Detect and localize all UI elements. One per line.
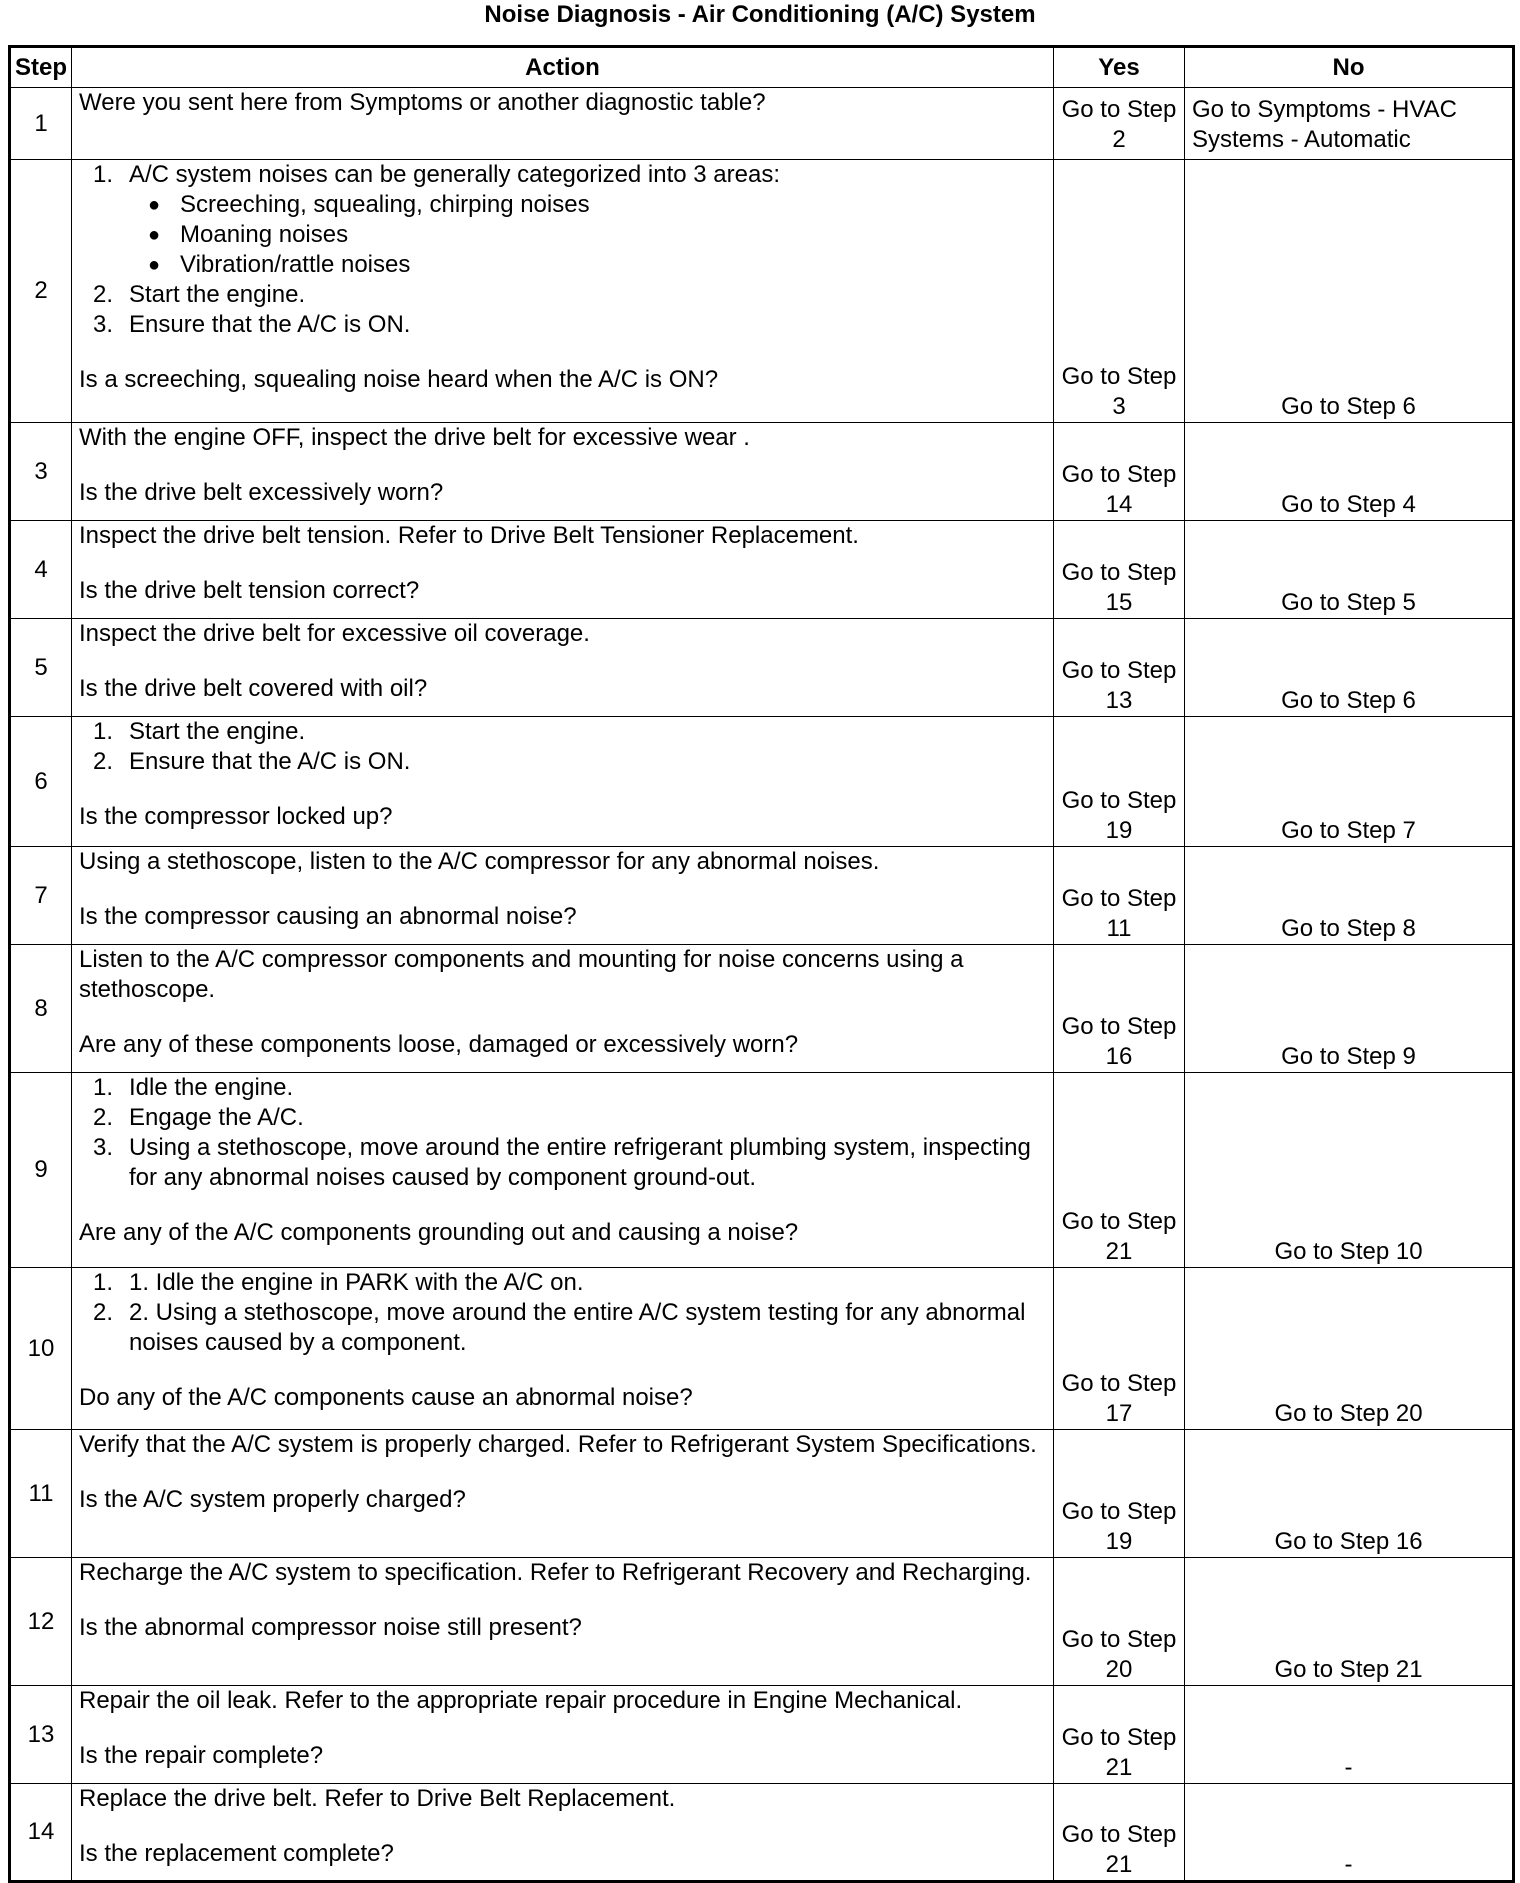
step-number: 10 [10, 1268, 72, 1430]
no-result: Go to Step 7 [1185, 717, 1514, 847]
table-row [10, 1558, 1514, 1686]
table-row [10, 945, 1514, 1073]
action-question: Is the repair complete? [79, 1742, 324, 1769]
step-action [72, 521, 1054, 619]
yes-result: Go to Step 14 [1054, 423, 1185, 521]
no-result: Go to Step 21 [1185, 1558, 1514, 1686]
step-action [72, 619, 1054, 717]
action-question: Is the compressor locked up? [79, 803, 393, 830]
table-row [10, 160, 1514, 423]
table-header-row [10, 47, 1514, 88]
action-text: Verify that the A/C system is properly charged. Refer to Refrigerant System Specifications. [79, 1431, 1037, 1458]
step-number: 11 [10, 1430, 72, 1558]
no-result: Go to Step 4 [1185, 423, 1514, 521]
table-row [10, 521, 1514, 619]
no-result: - [1185, 1686, 1514, 1784]
action-question: Is the A/C system properly charged? [79, 1486, 466, 1513]
action-question: Is the drive belt excessively worn? [79, 479, 444, 506]
no-result: Go to Step 10 [1185, 1073, 1514, 1268]
action-question: Is the drive belt covered with oil? [79, 675, 428, 702]
yes-result: Go to Step 17 [1054, 1268, 1185, 1430]
step-action [72, 1430, 1054, 1558]
no-result: Go to Step 5 [1185, 521, 1514, 619]
table-row [10, 1073, 1514, 1268]
list-item: 1. Idle the engine. [93, 1074, 294, 1101]
diagnosis-table [8, 45, 1515, 1883]
action-question: Are any of these components loose, damaged or excessively worn? [79, 1031, 799, 1058]
list-item: 2. Start the engine. [93, 281, 306, 308]
step-action [72, 1686, 1054, 1784]
yes-result: Go to Step 19 [1054, 717, 1185, 847]
header-action: Action [72, 47, 1054, 88]
step-number: 7 [10, 847, 72, 945]
action-text: Using a stethoscope, listen to the A/C compressor for any abnormal noises. [79, 848, 880, 875]
list-item: 1. Start the engine. [93, 718, 306, 745]
header-no: No [1185, 47, 1514, 88]
yes-result: Go to Step 21 [1054, 1784, 1185, 1882]
step-number: 12 [10, 1558, 72, 1686]
step-action [72, 160, 1054, 423]
no-result: Go to Symptoms - HVAC Systems - Automatic [1185, 88, 1514, 160]
step-action [72, 88, 1054, 160]
list-item: 2. 2. Using a stethoscope, move around the entire A/C system testing for any abnormal noises caused by a component. [93, 1299, 1026, 1356]
yes-result: Go to Step 20 [1054, 1558, 1185, 1686]
action-question: Is the compressor causing an abnormal noise? [79, 903, 577, 930]
action-text: Repair the oil leak. Refer to the appropriate repair procedure in Engine Mechanical. [79, 1687, 963, 1714]
action-text: Replace the drive belt. Refer to Drive Belt Replacement. [79, 1785, 676, 1812]
bullet-item: ● Screeching, squealing, chirping noises [148, 191, 590, 218]
header-step: Step [10, 47, 72, 88]
action-text: Recharge the A/C system to specification. Refer to Refrigerant Recovery and Recharging. [79, 1559, 1032, 1586]
table-row [10, 619, 1514, 717]
step-action [72, 717, 1054, 847]
step-action [72, 847, 1054, 945]
step-action [72, 1268, 1054, 1430]
step-action [72, 1073, 1054, 1268]
action-text: Inspect the drive belt for excessive oil coverage. [79, 620, 590, 647]
step-number: 14 [10, 1784, 72, 1882]
no-result: Go to Step 6 [1185, 619, 1514, 717]
step-action [72, 1784, 1054, 1882]
yes-result: Go to Step 13 [1054, 619, 1185, 717]
step-number: 8 [10, 945, 72, 1073]
table-row [10, 1430, 1514, 1558]
no-result: Go to Step 9 [1185, 945, 1514, 1073]
page-title: Noise Diagnosis - Air Conditioning (A/C) System [484, 1, 1036, 28]
list-item: 3. Ensure that the A/C is ON. [93, 311, 411, 338]
yes-result: Go to Step 21 [1054, 1686, 1185, 1784]
list-item: 3. Using a stethoscope, move around the entire refrigerant plumbing system, inspecting for any abnormal noises caused by component ground-out. [93, 1134, 1031, 1191]
list-item: 1. A/C system noises can be generally categorized into 3 areas: [93, 161, 781, 188]
table-row [10, 717, 1514, 847]
list-item: 1. 1. Idle the engine in PARK with the A/C on. [93, 1269, 584, 1296]
step-number: 9 [10, 1073, 72, 1268]
table-row [10, 88, 1514, 160]
table-row [10, 847, 1514, 945]
list-item: 2. Ensure that the A/C is ON. [93, 748, 411, 775]
action-question: Is the drive belt tension correct? [79, 577, 420, 604]
table-row [10, 1268, 1514, 1430]
step-action [72, 1558, 1054, 1686]
action-text: Listen to the A/C compressor components and mounting for noise concerns using a stethoscope. [79, 946, 964, 1003]
action-question: Is a screeching, squealing noise heard when the A/C is ON? [79, 366, 719, 393]
action-question: Is the replacement complete? [79, 1840, 394, 1867]
no-result: Go to Step 6 [1185, 160, 1514, 423]
yes-result: Go to Step 11 [1054, 847, 1185, 945]
header-yes: Yes [1054, 47, 1185, 88]
yes-result: Go to Step 3 [1054, 160, 1185, 423]
step-number: 5 [10, 619, 72, 717]
step-action [72, 945, 1054, 1073]
yes-result: Go to Step 19 [1054, 1430, 1185, 1558]
step-number: 13 [10, 1686, 72, 1784]
yes-result: Go to Step 21 [1054, 1073, 1185, 1268]
step-number: 3 [10, 423, 72, 521]
yes-result: Go to Step 16 [1054, 945, 1185, 1073]
step-number: 1 [10, 88, 72, 160]
no-result: Go to Step 16 [1185, 1430, 1514, 1558]
action-text: Were you sent here from Symptoms or another diagnostic table? [79, 89, 766, 116]
action-question: Are any of the A/C components grounding out and causing a noise? [79, 1219, 799, 1246]
table-row [10, 1686, 1514, 1784]
step-number: 4 [10, 521, 72, 619]
no-result: Go to Step 8 [1185, 847, 1514, 945]
table-row [10, 1784, 1514, 1882]
yes-result: Go to Step 15 [1054, 521, 1185, 619]
no-result: Go to Step 20 [1185, 1268, 1514, 1430]
action-text: Inspect the drive belt tension. Refer to Drive Belt Tensioner Replacement. [79, 522, 859, 549]
list-item: 2. Engage the A/C. [93, 1104, 304, 1131]
action-text: With the engine OFF, inspect the drive belt for excessive wear . [79, 424, 750, 451]
step-action [72, 423, 1054, 521]
action-question: Do any of the A/C components cause an abnormal noise? [79, 1384, 693, 1411]
bullet-item: ● Moaning noises [148, 221, 349, 248]
no-result: - [1185, 1784, 1514, 1882]
bullet-item: ● Vibration/rattle noises [148, 251, 411, 278]
step-number: 2 [10, 160, 72, 423]
action-question: Is the abnormal compressor noise still present? [79, 1614, 582, 1641]
yes-result: Go to Step 2 [1054, 88, 1185, 160]
table-row [10, 423, 1514, 521]
step-number: 6 [10, 717, 72, 847]
